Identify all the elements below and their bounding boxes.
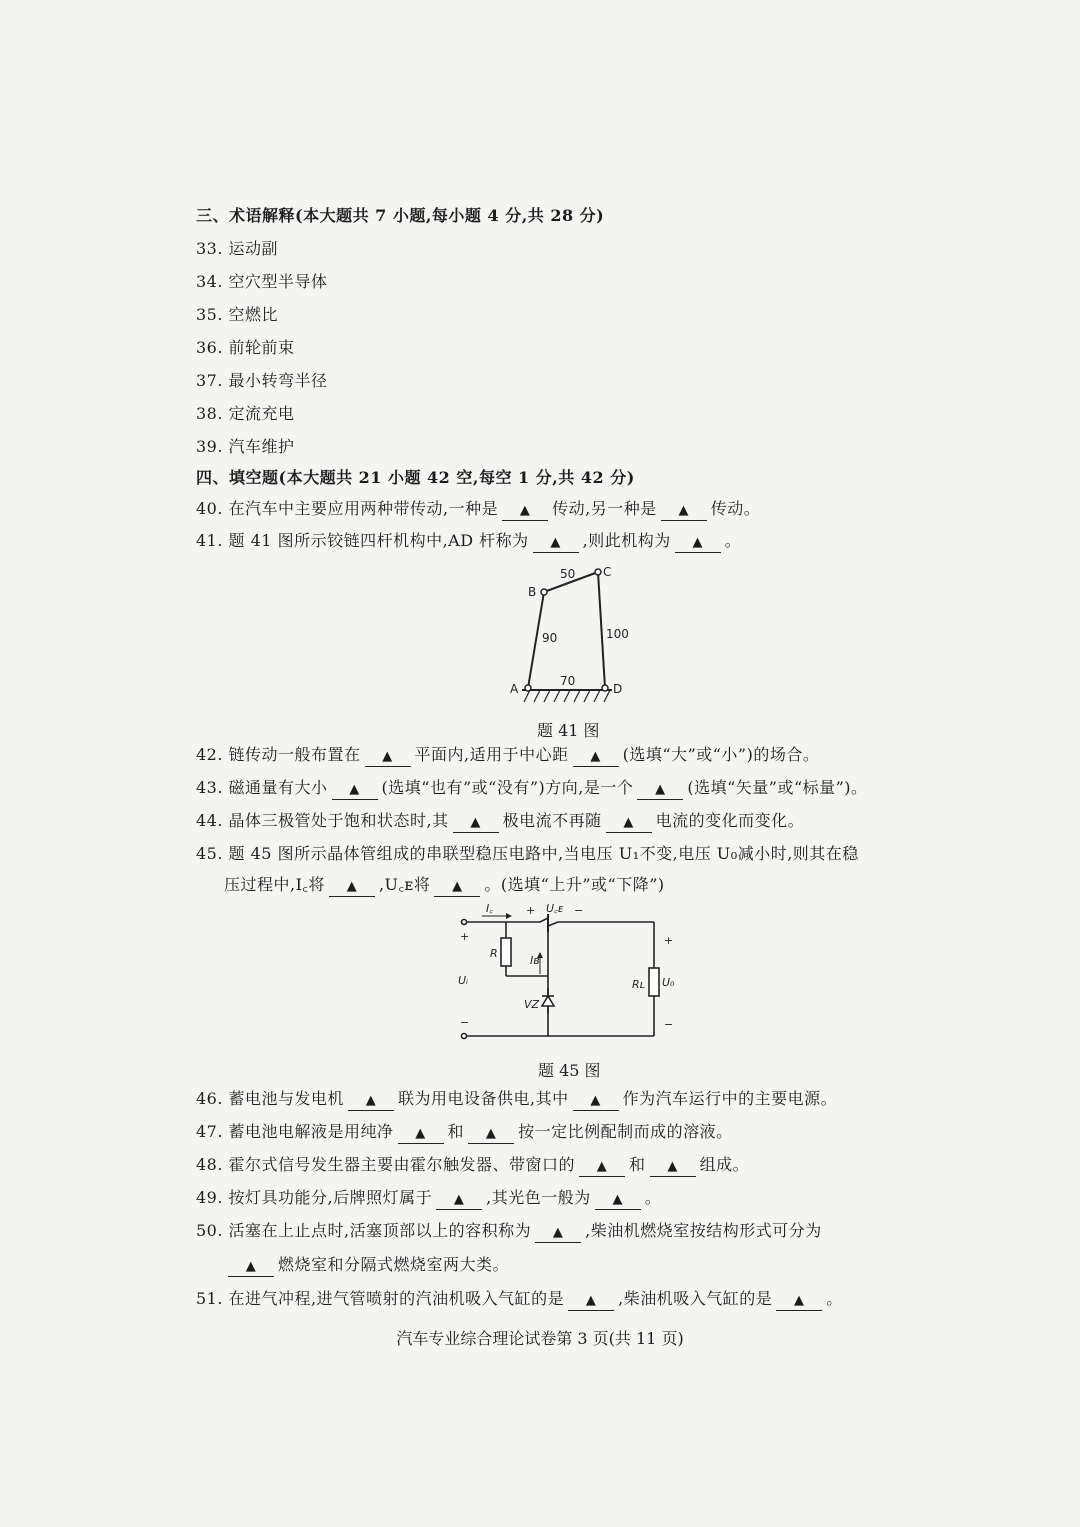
term-37: 37. 最小转弯半径 bbox=[196, 371, 328, 390]
label-uo: U₀ bbox=[662, 976, 675, 989]
label-input-minus: − bbox=[460, 1016, 470, 1029]
answer-blank: ▲ bbox=[468, 1125, 514, 1144]
question-40 bbox=[196, 498, 760, 521]
q51-text-b: ,柴油机吸入气缸的是 bbox=[618, 1289, 773, 1308]
q45-text-c: 。(选填“上升”或“下降”) bbox=[484, 875, 665, 894]
label-input-plus: + bbox=[460, 930, 470, 943]
section4-heading: 四、填空题(本大题共 21 小题 42 空,每空 1 分,共 42 分) bbox=[196, 468, 635, 487]
answer-blank: ▲ bbox=[595, 1191, 641, 1210]
q44-text-b: 极电流不再随 bbox=[502, 811, 602, 830]
q40-text-c: 传动。 bbox=[710, 499, 761, 518]
q47-text-c: 按一定比例配制而成的溶液。 bbox=[518, 1122, 733, 1141]
q41-text-c: 。 bbox=[724, 531, 742, 550]
joint-b bbox=[541, 589, 547, 595]
q44-text-c: 电流的变化而变化。 bbox=[655, 811, 805, 830]
question-42 bbox=[196, 744, 819, 767]
q46-text-c: 作为汽车运行中的主要电源。 bbox=[622, 1089, 838, 1108]
question-49 bbox=[196, 1187, 661, 1210]
q43-text-c: (选填“矢量”或“标量”)。 bbox=[687, 778, 868, 797]
label-d: D bbox=[613, 682, 623, 696]
answer-blank: ▲ bbox=[637, 781, 683, 800]
question-43 bbox=[196, 777, 868, 800]
q48-text-a: 48. 霍尔式信号发生器主要由霍尔触发器、带窗口的 bbox=[196, 1155, 576, 1174]
label-output-plus: + bbox=[664, 934, 674, 947]
label-uce-plus: + bbox=[526, 904, 536, 917]
q49-text-b: ,其光色一般为 bbox=[486, 1188, 591, 1207]
q50-text-c: 燃烧室和分隔式燃烧室两大类。 bbox=[278, 1255, 510, 1274]
label-uce-minus: − bbox=[574, 904, 584, 917]
figure-41-four-bar-linkage bbox=[500, 560, 650, 710]
label-c: C bbox=[603, 565, 612, 579]
answer-blank: ▲ bbox=[502, 502, 548, 521]
figure-41-caption: 题 41 图 bbox=[537, 721, 600, 740]
link-cd bbox=[598, 572, 605, 688]
answer-blank: ▲ bbox=[573, 1092, 619, 1111]
label-ib: Iʙ bbox=[530, 954, 540, 967]
joint-c bbox=[595, 569, 601, 575]
answer-blank: ▲ bbox=[573, 748, 619, 767]
question-50-line2 bbox=[224, 1254, 509, 1277]
q49-text-a: 49. 按灯具功能分,后牌照灯属于 bbox=[196, 1188, 433, 1207]
q49-text-c: 。 bbox=[644, 1188, 662, 1207]
input-terminal-top bbox=[462, 920, 467, 925]
label-uce: U꜀ᴇ bbox=[546, 902, 564, 915]
page-footer: 汽车专业综合理论试卷第 3 页(共 11 页) bbox=[396, 1329, 684, 1348]
label-r: R bbox=[490, 947, 498, 960]
answer-blank: ▲ bbox=[568, 1292, 614, 1311]
question-51 bbox=[196, 1288, 843, 1311]
term-39: 39. 汽车维护 bbox=[196, 437, 295, 456]
answer-blank: ▲ bbox=[398, 1125, 444, 1144]
term-35: 35. 空燃比 bbox=[196, 305, 279, 324]
q43-text-a: 43. 磁通量有大小 bbox=[196, 778, 328, 797]
question-50-line1 bbox=[196, 1220, 822, 1243]
answer-blank: ▲ bbox=[579, 1158, 625, 1177]
q46-text-a: 46. 蓄电池与发电机 bbox=[196, 1089, 345, 1108]
question-45-line1: 45. 题 45 图所示晶体管组成的串联型稳压电路中,当电压 U₁不变,电压 U₀减小时,则其在稳 bbox=[196, 844, 859, 863]
section3-heading: 三、术语解释(本大题共 7 小题,每小题 4 分,共 28 分) bbox=[196, 206, 605, 225]
q47-text-b: 和 bbox=[447, 1122, 465, 1141]
q48-text-c: 组成。 bbox=[699, 1155, 750, 1174]
transistor-collector bbox=[540, 918, 548, 922]
term-36: 36. 前轮前束 bbox=[196, 338, 295, 357]
answer-blank: ▲ bbox=[436, 1191, 482, 1210]
question-46 bbox=[196, 1088, 837, 1111]
q41-text-b: ,则此机构为 bbox=[582, 531, 671, 550]
figure-45-caption: 题 45 图 bbox=[538, 1061, 601, 1080]
q50-text-a: 50. 活塞在上止点时,活塞顶部以上的容积称为 bbox=[196, 1221, 532, 1240]
joint-d bbox=[602, 685, 608, 691]
answer-blank: ▲ bbox=[228, 1258, 274, 1277]
answer-blank: ▲ bbox=[661, 502, 707, 521]
answer-blank: ▲ bbox=[332, 781, 378, 800]
term-33: 33. 运动副 bbox=[196, 239, 279, 258]
transistor-emitter bbox=[548, 922, 558, 926]
q42-text-c: (选填“大”或“小”)的场合。 bbox=[622, 745, 820, 764]
length-cd: 100 bbox=[606, 627, 629, 641]
q45-text-b: ,U꜀ᴇ将 bbox=[378, 875, 431, 894]
figure-45-regulator-circuit bbox=[450, 902, 690, 1052]
answer-blank: ▲ bbox=[776, 1292, 822, 1311]
q47-text-a: 47. 蓄电池电解液是用纯净 bbox=[196, 1122, 394, 1141]
load-resistor-rl bbox=[649, 968, 659, 996]
resistor-r bbox=[501, 938, 511, 966]
q50-text-b: ,柴油机燃烧室按结构形式可分为 bbox=[585, 1221, 822, 1240]
question-48 bbox=[196, 1154, 749, 1177]
answer-blank: ▲ bbox=[650, 1158, 696, 1177]
label-b: B bbox=[528, 585, 537, 599]
label-rl: Rʟ bbox=[632, 978, 646, 991]
joint-a bbox=[525, 685, 531, 691]
input-terminal-bottom bbox=[462, 1034, 467, 1039]
length-bc: 50 bbox=[560, 567, 576, 581]
answer-blank: ▲ bbox=[606, 814, 652, 833]
answer-blank: ▲ bbox=[675, 534, 721, 553]
question-44 bbox=[196, 810, 804, 833]
answer-blank: ▲ bbox=[365, 748, 411, 767]
zener-diode bbox=[542, 996, 554, 1006]
q41-text-a: 41. 题 41 图所示铰链四杆机构中,AD 杆称为 bbox=[196, 531, 529, 550]
answer-blank: ▲ bbox=[329, 878, 375, 897]
label-output-minus: − bbox=[664, 1018, 674, 1031]
label-ic: I꜀ bbox=[486, 902, 494, 915]
q43-text-b: (选填“也有”或“没有”)方向,是一个 bbox=[381, 778, 634, 797]
length-ad: 70 bbox=[560, 674, 576, 688]
answer-blank: ▲ bbox=[348, 1092, 394, 1111]
answer-blank: ▲ bbox=[533, 534, 579, 553]
q46-text-b: 联为用电设备供电,其中 bbox=[398, 1089, 569, 1108]
q48-text-b: 和 bbox=[629, 1155, 646, 1174]
question-47 bbox=[196, 1121, 733, 1144]
q51-text-a: 51. 在进气冲程,进气管喷射的汽油机吸入气缸的是 bbox=[196, 1289, 565, 1308]
q40-text-a: 40. 在汽车中主要应用两种带传动,一种是 bbox=[196, 499, 499, 518]
label-vz: VZ bbox=[524, 998, 540, 1011]
q40-text-b: 传动,另一种是 bbox=[552, 499, 657, 518]
term-34: 34. 空穴型半导体 bbox=[196, 272, 328, 291]
label-a: A bbox=[510, 682, 519, 696]
answer-blank: ▲ bbox=[535, 1224, 581, 1243]
answer-blank: ▲ bbox=[453, 814, 499, 833]
q44-text-a: 44. 晶体三极管处于饱和状态时,其 bbox=[196, 811, 449, 830]
q45-text-a: 压过程中,I꜀将 bbox=[224, 875, 325, 894]
q42-text-a: 42. 链传动一般布置在 bbox=[196, 745, 361, 764]
answer-blank: ▲ bbox=[434, 878, 480, 897]
question-41 bbox=[196, 530, 741, 553]
term-38: 38. 定流充电 bbox=[196, 404, 295, 423]
q51-text-c: 。 bbox=[826, 1289, 843, 1308]
q42-text-b: 平面内,适用于中心距 bbox=[414, 745, 569, 764]
ground-hatch bbox=[524, 690, 610, 702]
question-45-line2 bbox=[224, 874, 665, 897]
label-ui: Uᵢ bbox=[458, 974, 469, 987]
length-ab: 90 bbox=[542, 631, 558, 645]
